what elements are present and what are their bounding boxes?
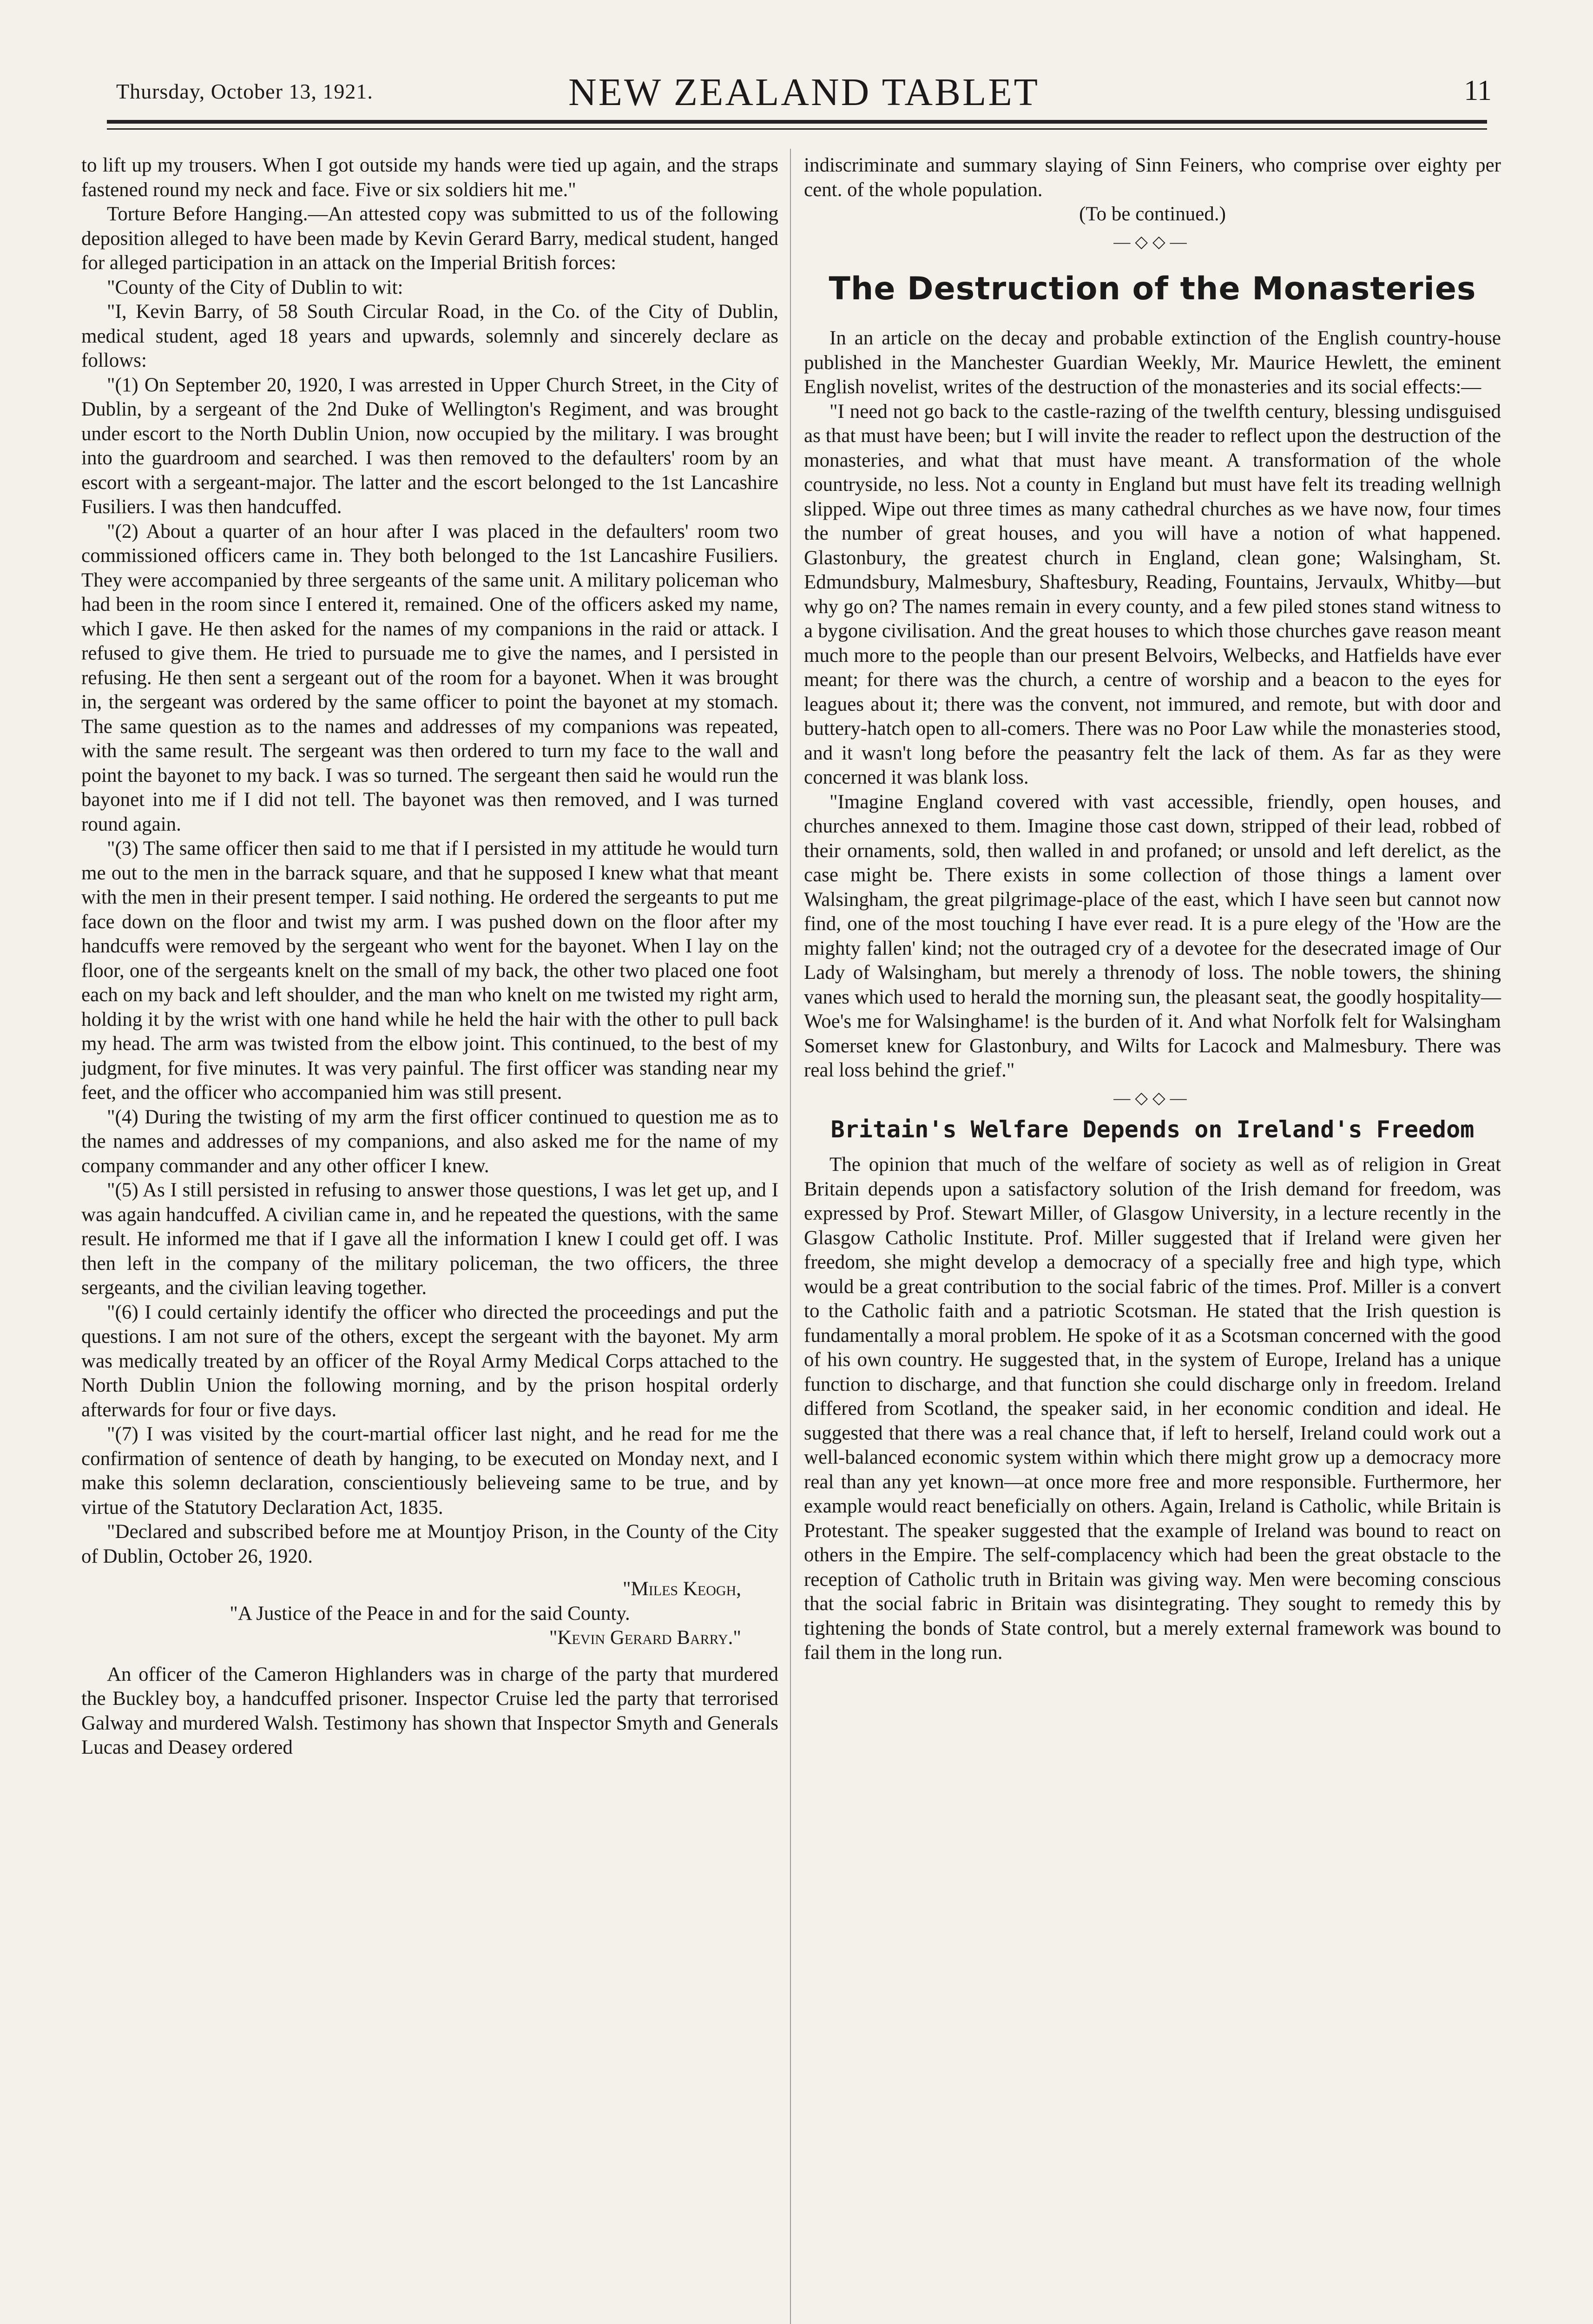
paragraph: "(7) I was visited by the court-martial officer last night, and he read for me the confirmation of sentence of death by hanging, to be executed on Monday next, and I make this solemn declaration, conscientiously believeing same to be true, and by virtue of the Statutory Declaration Act, 1835. xyxy=(81,1423,778,1519)
header-rule xyxy=(107,120,1487,130)
paragraph: "County of the City of Dublin to wit: xyxy=(107,276,403,298)
paragraph: "I, Kevin Barry, of 58 South Circular Road, in the Co. of the City of Dublin, medical student, aged 18 years and upwards, solemnly and sincerely declare as follows: xyxy=(81,301,778,371)
paragraph: Torture Before Hanging.—An attested copy was submitted to us of the following deposition alleged to have been made by Kevin Gerard Barry, medical student, hanged for alleged participation in an attack on the Imperial British forces: xyxy=(81,203,778,274)
continued-note: (To be continued.) xyxy=(1079,203,1226,225)
page-header xyxy=(107,70,1501,121)
paragraph: "(6) I could certainly identify the officer who directed the proceedings and put the questions. I am not sure of the others, except the sergeant with the bayonet. My arm was medically treated by an officer of the Royal Army Medical Corps attached to the North Dublin Union the following morning, and by the prison hospital orderly afterwards for four or five days. xyxy=(81,1301,778,1421)
article-heading-britain: Britain's Welfare Depends on Ireland's Freedom xyxy=(830,1116,1475,1143)
paragraph: "Imagine England covered with vast accessible, friendly, open houses, and churches annexed to them. Imagine those cast down, stripped of their lead, robbed of their ornaments, sold, then walled in and profaned; or unsold and left derelict, as the case might be. There exists in some collection of those things a lament over Walsingham, the great pilgrimage-place of the east, which I have seen but cannot now find, one of the most touching I have ever read. It is a pure elegy of the 'How are the mighty fallen' kind; not the outraged cry of a devotee for the desecrated image of Our Lady of Walsingham, but merely a threnody of loss. The noble towers, the shining vanes which used to herald the morning sun, the pleasant seat, the goodly hospitality—Woe's me for Walsinghame! is the burden of it. And what Norfolk felt for Walsingham Somerset knew for Glastonbury, and Wilts for Lacock and Malmesbury. There was real loss behind the grief." xyxy=(804,791,1501,1081)
dateline: Thursday, October 13, 1921. xyxy=(116,79,373,103)
ornament-divider: —◇◇— xyxy=(1113,1088,1191,1107)
paragraph: "Declared and subscribed before me at Mountjoy Prison, in the County of the City of Dublin, October 26, 1920. xyxy=(81,1521,778,1567)
paragraph: "(2) About a quarter of an hour after I was placed in the defaulters' room two commissioned officers came in. They both belonged to the 1st Lancashire Fusiliers. They were accompanied by three sergeants of the same unit. A military policeman who had been in the room since I entered it, remained. One of the officers asked my name, which I gave. He then asked for the names of my companions in the raid or attack. I refused to give them. He tried to pursuade me to give the names, and I persisted in refusing. He then sent a sergeant out of the room for a bayonet. When it was brought in, the sergeant was ordered by the same officer to point the bayonet at my stomach. The same question as to the names and addresses of my companions was repeated, with the same result. The sergeant was then ordered to turn my face to the wall and point the bayonet to my back. I was so turned. The sergeant then said he would run the bayonet into me if I did not tell. The bayonet was then removed, and I was turned round again. xyxy=(81,520,778,835)
justice-line: "A Justice of the Peace in and for the said County. xyxy=(230,1602,630,1624)
article-heading-monasteries: The Destruction of the Monasteries xyxy=(829,271,1476,307)
paragraph: indiscriminate and summary slaying of Sinn Feiners, who comprise over eighty per cent. of the whole population. xyxy=(804,154,1501,201)
paragraph: "(4) During the twisting of my arm the first officer continued to question me as to the names and addresses of my companions, and also asked me for the name of my company commander and any other officer I knew. xyxy=(81,1106,778,1177)
signature-barry: "Kevin Gerard Barry." xyxy=(549,1627,741,1649)
paragraph: The opinion that much of the welfare of society as well as of religion in Great Britain depends upon a satisfactory solution of the Irish demand for freedom, was expressed by Prof. Stewart Miller, of Glasgow University, in a lecture recently in the Glasgow Catholic Institute. Prof. Miller suggested that if Ireland were given her freedom, she might develop a democracy of a specially free and high type, which would be a great contribution to the social fabric of the times. Prof. Miller is a convert to the Catholic faith and a patriotic Scotsman. He stated that the Irish question is fundamentally a moral problem. He spoke of it as a Scotsman concerned with the good of his own country. He suggested that, in the system of Europe, Ireland has a unique function to discharge, and that function she could discharge only in freedom. Ireland differed from Scotland, the speaker said, in her economic condition and ideal. He suggested that there was a real chance that, if left to herself, Ireland could work out a well-balanced economic system within which there might grow up a democracy more real than any yet known—at once more free and more responsible. Furthermore, her example would react beneficially on others. Again, Ireland is Catholic, while Britain is Protestant. The speaker suggested that the example of Ireland was bound to react on others in the Empire. The self-complacency which had been the great obstacle to the reception of Catholic truth in Britain was giving way. Men were becoming conscious that the social fabric in Britain was disintegrating. They sought to remedy this by tightening the bonds of State control, but a merely external framework was bound to fail them in the long run. xyxy=(804,1154,1501,1664)
left-column xyxy=(81,153,778,1760)
right-column xyxy=(804,153,1501,1665)
paragraph: "I need not go back to the castle-razing of the twelfth century, blessing undisguised as that must have been; but I will invite the reader to reflect upon the destruction of the monasteries, and what that must have meant. A transformation of the whole countryside, no less. Not a county in England but must have felt its treading wellnigh slipped. Wipe out three times as many cathedral churches as we have now, four times the number of great houses, and you will have a notion of what happened. Glastonbury, the greatest church in England, clean gone; Walsingham, St. Edmundsbury, Malmesbury, Shaftesbury, Reading, Fountains, Jervaulx, Whitby—but why go on? The names remain in every county, and a few piled stones stand witness to a bygone civilisation. And the great houses to which those churches gave reason meant much more to the people than our present Belvoirs, Welbecks, and Hatfields have ever meant; for there was the church, a centre of worship and a beacon to the eyes for leagues about it; there was the convent, not immured, and remote, but with door and buttery-hatch open to all-comers. There was no Poor Law while the monasteries stood, and it wasn't long before the peasantry felt the lack of them. As far as they were concerned it was blank loss. xyxy=(804,400,1501,788)
column-divider xyxy=(790,149,791,2324)
masthead-title: NEW ZEALAND TABLET xyxy=(568,71,1040,114)
page-number: 11 xyxy=(1464,75,1492,106)
paragraph: In an article on the decay and probable extinction of the English country-house published in the Manchester Guardian Weekly, Mr. Maurice Hewlett, the eminent English novelist, writes of the destruction of the monasteries and its social effects:— xyxy=(804,327,1501,398)
paragraph: "(5) As I still persisted in refusing to answer those questions, I was let get up, and I was again handcuffed. A civilian came in, and he repeated the questions, with the same result. He informed me that if I gave all the information I knew I could get off. I was then left in the company of the military policeman, the two officers, the three sergeants, and the civilian leaving together. xyxy=(81,1179,778,1299)
signature-keogh: "Miles Keogh, xyxy=(623,1578,741,1600)
paragraph: "(3) The same officer then said to me that if I persisted in my attitude he would turn me out to the men in the barrack square, and that he supposed I knew what that meant with the men in their present temper. I said nothing. He ordered the sergeants to put me face down on the floor and twist my arm. I was pushed down on the floor after my handcuffs were removed by the sergeant who went for the bayonet. When I lay on the floor, one of the sergeants knelt on the small of my back, the other two placed one foot each on my back and left shoulder, and the man who knelt on me twisted my right arm, holding it by the wrist with one hand while he held the hair with the other to pull back my head. The arm was twisted from the elbow joint. This continued, to the best of my judgment, for five minutes. It was very painful. The first officer was standing near my feet, and the officer who accompanied him was still present. xyxy=(81,838,778,1103)
paragraph: to lift up my trousers. When I got outside my hands were tied up again, and the straps fastened round my neck and face. Five or six soldiers hit me." xyxy=(81,154,778,201)
paragraph: "(1) On September 20, 1920, I was arrested in Upper Church Street, in the City of Dublin, by a sergeant of the 2nd Duke of Wellington's Regiment, and was brought under escort to the North Dublin Union, now occupied by the military. I was brought into the guardroom and searched. I was then removed to the defaulters' room by an escort with a sergeant-major. The latter and the escort belonged to the 1st Lancashire Fusiliers. I was then handcuffed. xyxy=(81,374,778,518)
paragraph: An officer of the Cameron Highlanders was in charge of the party that murdered the Buckley boy, a handcuffed prisoner. Inspector Cruise led the party that terrorised Galway and murdered Walsh. Testimony has shown that Inspector Smyth and Generals Lucas and Deasey ordered xyxy=(81,1663,778,1758)
ornament-divider: —◇◇— xyxy=(1113,232,1191,251)
